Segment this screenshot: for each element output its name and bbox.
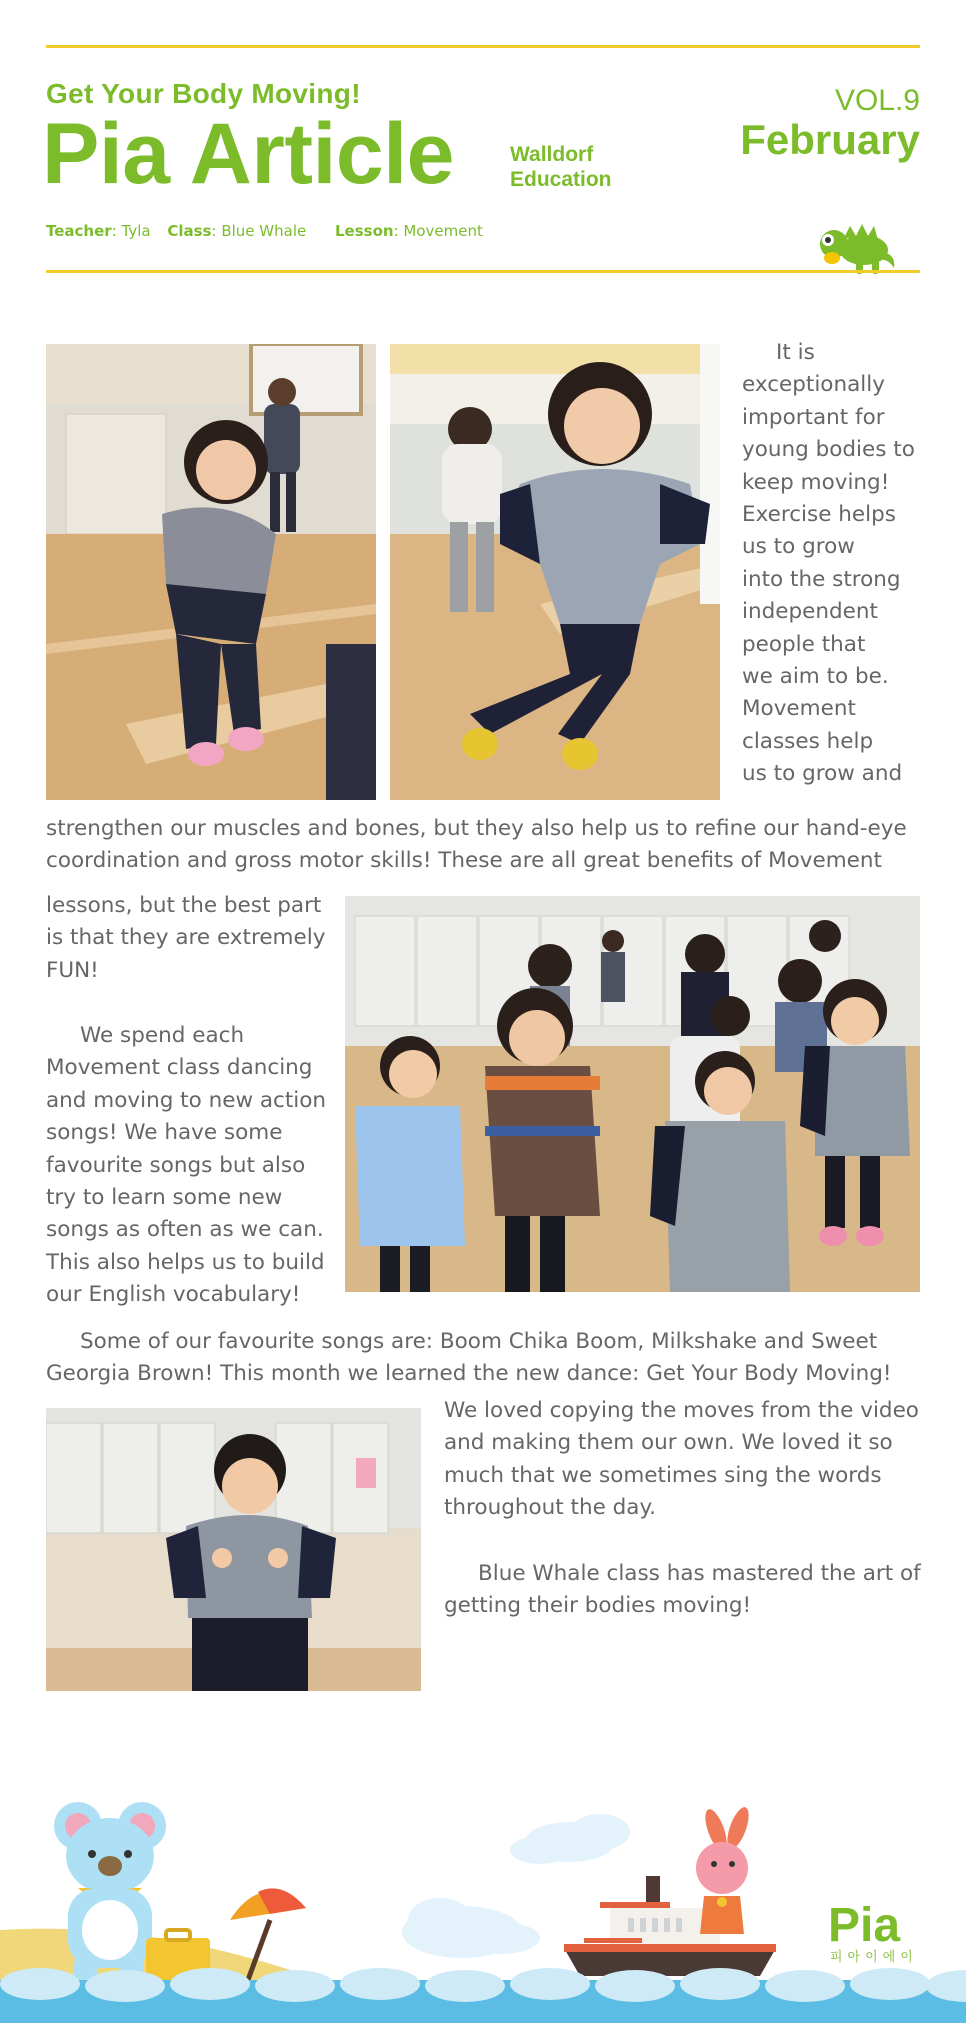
text-line: much that we sometimes sing the words: [444, 1462, 882, 1488]
text-line: important for: [742, 404, 885, 430]
text-line: and moving to new action: [46, 1087, 327, 1113]
text-line: lessons, but the best part: [46, 893, 322, 918]
text-line: classes help: [742, 728, 874, 754]
text-line: us to grow: [742, 534, 855, 560]
text-line: people that: [742, 631, 866, 657]
text-line: strengthen our muscles and bones, but they also help us to refine our hand-eye: [46, 816, 907, 841]
photo-girl-bending: [46, 344, 376, 800]
text-line: young bodies to: [742, 437, 915, 463]
intro-column: [742, 337, 932, 791]
lesson-meta: Teacher: Tyla Class: Blue Whale Lesson: Movement: [46, 222, 483, 240]
text-line: into the strong: [742, 566, 901, 592]
text-line: Some of our favourite songs are: Boom Chika Boom, Milkshake and Sweet: [80, 1329, 878, 1354]
text-line: We spend each: [80, 1023, 245, 1048]
subtitle-line: Walldorf: [510, 143, 594, 166]
paragraph-right-1: [444, 1395, 924, 1525]
text-line: us to grow and: [742, 761, 903, 787]
text-line: favourite songs but also: [46, 1152, 306, 1178]
text-line: we aim to be.: [742, 664, 889, 690]
header-divider: [46, 270, 920, 273]
month-label: February: [740, 116, 920, 163]
cloud-icon: [402, 1814, 630, 1958]
text-line: FUN!: [46, 957, 99, 983]
text-line: Movement class dancing: [46, 1055, 313, 1081]
text-line: songs! We have some: [46, 1120, 283, 1146]
text-line: try to learn some new: [46, 1185, 283, 1211]
text-line: This also helps us to build: [46, 1249, 325, 1275]
subtitle: [510, 142, 612, 192]
pia-logo: Pia: [828, 1899, 901, 1952]
text-line: Movement: [742, 696, 856, 722]
rabbit-icon: [696, 1805, 753, 1934]
subtitle-line: Education: [510, 168, 612, 191]
text-line: getting their bodies moving!: [444, 1593, 752, 1619]
class-value: Blue Whale: [221, 222, 307, 240]
photo-group-dancing: [345, 896, 920, 1292]
paragraph-left-2: [46, 1020, 346, 1312]
text-line: Exercise helps: [742, 502, 896, 528]
text-line: Georgia Brown! This month we learned the new dance: Get Your Body Moving!: [46, 1361, 892, 1387]
paragraph-left-1: [46, 890, 346, 987]
photo-girl-dancing: [390, 344, 720, 800]
boat-icon: [564, 1876, 776, 1976]
text-line: throughout the day.: [444, 1495, 656, 1521]
volume-label: VOL.9: [834, 84, 920, 117]
paragraph-right-2: [444, 1558, 924, 1623]
teacher-value: Tyla: [121, 222, 151, 240]
page-title: Pia Article: [42, 106, 454, 202]
lesson-value: Movement: [403, 222, 483, 240]
lesson-label: Lesson: [335, 222, 394, 240]
pia-logo-korean: 피아이에이: [830, 1950, 918, 1965]
top-divider: [46, 45, 920, 48]
text-line: Blue Whale class has mastered the art of: [478, 1561, 921, 1586]
text-line: songs as often as we can.: [46, 1217, 324, 1243]
footer-illustration: [0, 1780, 966, 2023]
text-line: is that they are extremely: [46, 925, 326, 951]
text-line: We loved copying the moves from the video: [444, 1398, 919, 1423]
text-line: and making them our own. We loved it so: [444, 1430, 893, 1456]
photo-boy-dancing: [46, 1408, 421, 1691]
text-line: our English vocabulary!: [46, 1282, 301, 1308]
text-line: coordination and gross motor skills! These are all great benefits of Movement: [46, 848, 882, 874]
tagline: Get Your Body Moving!: [46, 78, 361, 109]
paragraph-full-2: [46, 1326, 926, 1391]
text-line: exceptionally: [742, 372, 885, 398]
class-label: Class: [167, 222, 212, 240]
text-line: It is: [776, 340, 815, 365]
paragraph-full-1: [46, 813, 926, 878]
text-line: keep moving!: [742, 469, 890, 495]
text-line: independent: [742, 599, 878, 625]
teacher-label: Teacher: [46, 222, 112, 240]
